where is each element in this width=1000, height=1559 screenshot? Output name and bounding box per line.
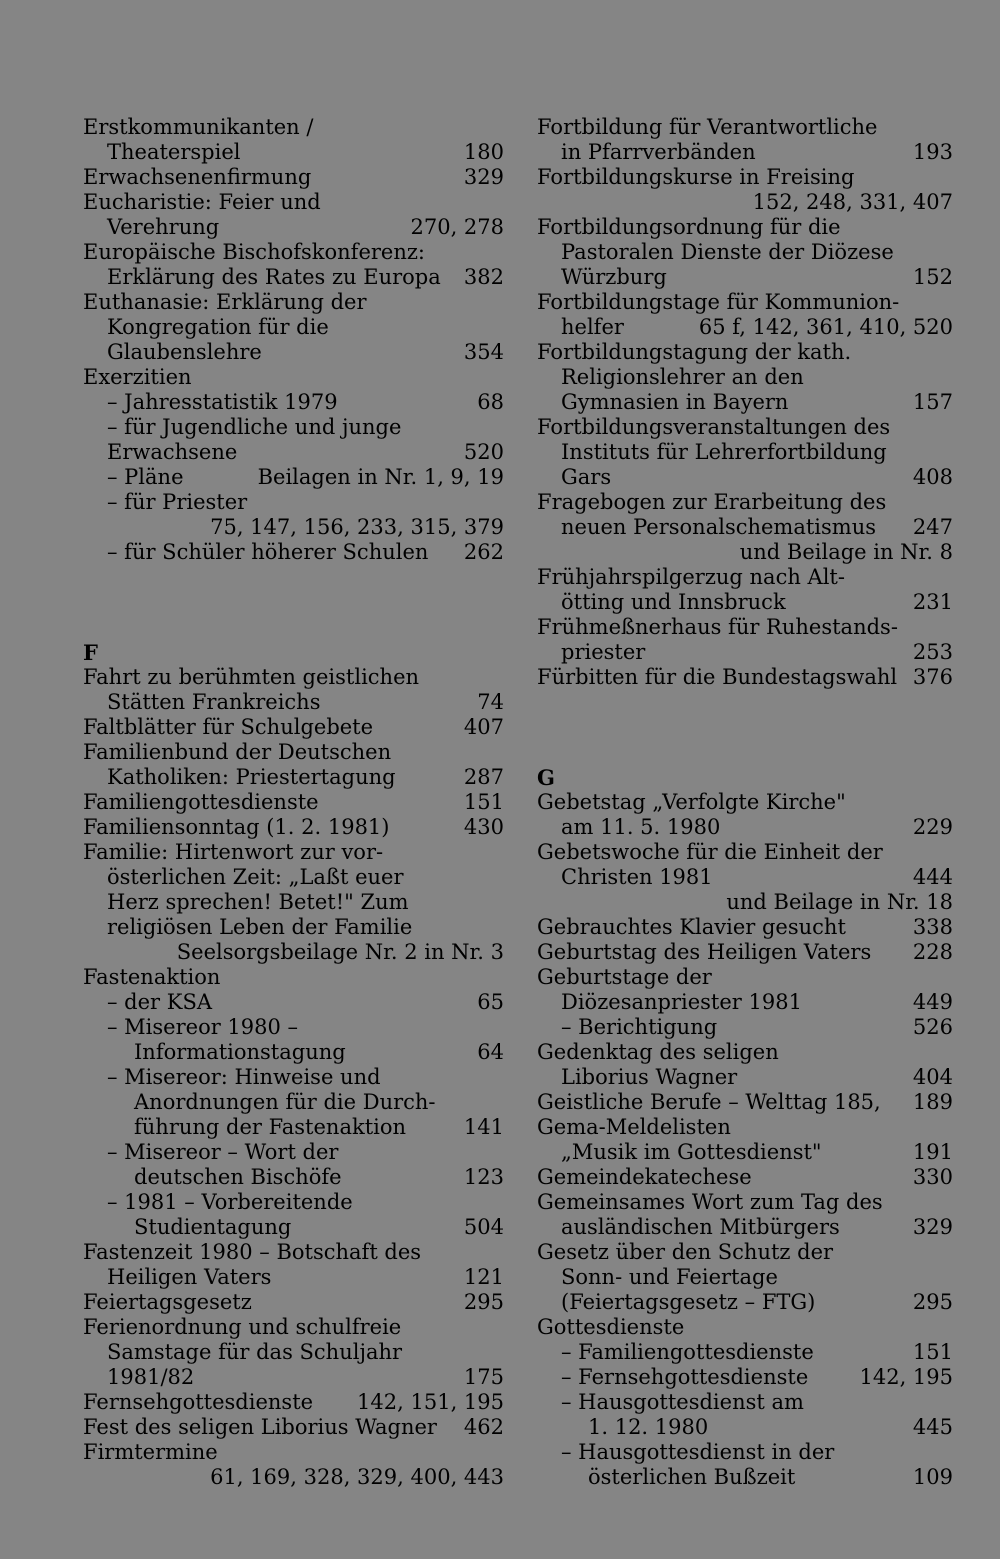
index-entry	[83, 1015, 504, 1040]
entry-text: am 11. 5. 1980	[561, 815, 721, 839]
entry-text: Familienbund der Deutschen	[83, 740, 392, 764]
entry-text: Pastoralen Dienste der Diözese	[561, 240, 894, 264]
entry-page-ref: 180	[463, 140, 504, 164]
index-entry	[83, 1415, 504, 1440]
index-entry	[83, 465, 504, 490]
index-entry	[83, 165, 504, 190]
entry-text: Frühmeßnerhaus für Ruhestands-	[537, 615, 898, 639]
entry-page-ref: 247	[912, 515, 953, 539]
index-entry	[83, 190, 504, 215]
index-entry	[83, 390, 504, 415]
entry-text: führung der Fastenaktion	[134, 1115, 407, 1139]
entry-page-ref: 295	[912, 1290, 953, 1314]
index-entry	[83, 1040, 504, 1065]
entry-text: – Misereor: Hinweise und	[107, 1065, 381, 1089]
index-entry	[537, 665, 953, 690]
index-entry	[83, 765, 504, 790]
index-entry	[83, 865, 504, 890]
entry-text: Gymnasien in Bayern	[561, 390, 789, 414]
index-entry	[83, 240, 504, 265]
entry-text: Faltblätter für Schulgebete	[83, 715, 374, 739]
entry-page-ref: 157	[912, 390, 953, 414]
entry-text: 1. 12. 1980	[588, 1415, 709, 1439]
entry-text: Fest des seligen Liborius Wagner	[83, 1415, 437, 1439]
entry-page-ref: 462	[463, 1415, 504, 1439]
entry-text: Glaubenslehre	[107, 340, 262, 364]
index-entry	[537, 465, 953, 490]
entry-text: „Musik im Gottesdienst"	[561, 1140, 822, 1164]
index-entry	[537, 1390, 953, 1415]
index-entry	[537, 940, 953, 965]
entry-page-ref: 151	[912, 1340, 953, 1364]
index-entry	[83, 1140, 504, 1165]
entry-text: Verehrung	[107, 215, 220, 239]
entry-page-ref: 61, 169, 328, 329, 400, 443	[210, 1465, 504, 1489]
entry-text: – Pläne	[107, 465, 184, 489]
entry-text: neuen Personalschematismus	[561, 515, 877, 539]
entry-page-ref: 262	[463, 540, 504, 564]
index-entry	[537, 965, 953, 990]
entry-page-ref: 407	[463, 715, 504, 739]
index-entry	[83, 1065, 504, 1090]
index-entry	[83, 1440, 504, 1465]
index-entry	[83, 1115, 504, 1140]
entry-page-ref: 449	[912, 990, 953, 1014]
index-entry	[537, 1190, 953, 1215]
index-entry	[83, 1190, 504, 1215]
entry-page-ref: 123	[463, 1165, 504, 1189]
index-entry	[83, 1165, 504, 1190]
entry-text: Familiensonntag (1. 2. 1981)	[83, 815, 390, 839]
entry-text: – Misereor 1980 –	[107, 1015, 299, 1039]
entry-text: Eucharistie: Feier und	[83, 190, 321, 214]
section-gap	[83, 565, 504, 590]
index-entry	[537, 1090, 953, 1115]
index-entry	[537, 490, 953, 515]
index-entry	[537, 290, 953, 315]
index-entry	[83, 415, 504, 440]
index-entry	[537, 1365, 953, 1390]
entry-page-ref: 65	[477, 990, 504, 1014]
entry-page-ref: 382	[463, 265, 504, 289]
entry-text: – für Jugendliche und junge	[107, 415, 402, 439]
index-entry	[83, 1390, 504, 1415]
entry-text: Diözesanpriester 1981	[561, 990, 802, 1014]
entry-text: – 1981 – Vorbereitende	[107, 1190, 353, 1214]
index-entry	[83, 340, 504, 365]
index-entry	[83, 1365, 504, 1390]
entry-text: Familiengottesdienste	[83, 790, 319, 814]
entry-page-ref: und Beilage in Nr. 8	[739, 540, 953, 564]
entry-text: Erklärung des Rates zu Europa	[107, 265, 441, 289]
entry-text: Fürbitten für die Bundestagswahl	[537, 665, 898, 689]
entry-text: Gema-Meldelisten	[537, 1115, 731, 1139]
index-entry	[537, 1015, 953, 1040]
entry-text: Religionslehrer an den	[561, 365, 804, 389]
index-entry	[83, 815, 504, 840]
index-entry	[83, 265, 504, 290]
entry-text: Frühjahrspilgerzug nach Alt-	[537, 565, 845, 589]
section-gap	[83, 615, 504, 640]
index-entry	[537, 365, 953, 390]
entry-page-ref: 329	[912, 1215, 953, 1239]
index-entry	[537, 415, 953, 440]
entry-text: Firmtermine	[83, 1440, 218, 1464]
index-entry	[537, 1315, 953, 1340]
entry-page-ref: 75, 147, 156, 233, 315, 379	[210, 515, 504, 539]
index-entry	[537, 1290, 953, 1315]
entry-text: – Misereor – Wort der	[107, 1140, 339, 1164]
index-entry	[537, 590, 953, 615]
entry-page-ref: 354	[463, 340, 504, 364]
entry-page-ref: 430	[463, 815, 504, 839]
section-letter	[537, 765, 953, 790]
entry-page-ref: 151	[463, 790, 504, 814]
index-entry	[537, 1040, 953, 1065]
index-entry	[537, 915, 953, 940]
index-entry	[83, 840, 504, 865]
index-entry	[83, 940, 504, 965]
index-entry	[537, 1465, 953, 1490]
entry-text: Gars	[561, 465, 612, 489]
entry-text: Erstkommunikanten /	[83, 115, 314, 139]
entry-text: Sonn- und Feiertage	[561, 1265, 778, 1289]
entry-text: österlichen Zeit: „Laßt euer	[107, 865, 404, 889]
section-gap	[537, 715, 953, 740]
index-entry	[83, 790, 504, 815]
entry-text: Feiertagsgesetz	[83, 1290, 252, 1314]
entry-text: Studientagung	[134, 1215, 292, 1239]
entry-page-ref: 193	[912, 140, 953, 164]
index-entry	[537, 190, 953, 215]
entry-page-ref: 141	[463, 1115, 504, 1139]
index-entry	[537, 240, 953, 265]
entry-text: Ferienordnung und schulfreie	[83, 1315, 402, 1339]
entry-page-ref: 338	[912, 915, 953, 939]
entry-text: Geburtstag des Heiligen Vaters	[537, 940, 872, 964]
entry-page-ref: 191	[912, 1140, 953, 1164]
entry-page-ref: 330	[912, 1165, 953, 1189]
entry-text: F	[83, 640, 98, 665]
index-entry	[83, 890, 504, 915]
entry-text: Erwachsenenfirmung	[83, 165, 312, 189]
entry-text: Stätten Frankreichs	[107, 690, 321, 714]
entry-text: Fernsehgottesdienste	[83, 1390, 314, 1414]
index-entry	[537, 1265, 953, 1290]
index-entry	[83, 1240, 504, 1265]
index-entry	[537, 340, 953, 365]
entry-page-ref: 329	[463, 165, 504, 189]
entry-text: Gedenktag des seligen	[537, 1040, 779, 1064]
index-column-left	[83, 115, 504, 1490]
entry-page-ref: 408	[912, 465, 953, 489]
index-entry	[83, 690, 504, 715]
entry-text: Fortbildung für Verantwortliche	[537, 115, 878, 139]
entry-text: – Jahresstatistik 1979	[107, 390, 338, 414]
entry-text: – Fernsehgottesdienste	[561, 1365, 809, 1389]
section-gap	[537, 690, 953, 715]
index-entry	[83, 740, 504, 765]
entry-page-ref: 65 f, 142, 361, 410, 520	[698, 315, 953, 339]
entry-page-ref: 68	[477, 390, 504, 414]
entry-text: Gottesdienste	[537, 1315, 685, 1339]
index-entry	[83, 965, 504, 990]
index-entry	[537, 1115, 953, 1140]
entry-page-ref: 152	[912, 265, 953, 289]
entry-page-ref: 189	[912, 1090, 953, 1114]
entry-text: – Familiengottesdienste	[561, 1340, 814, 1364]
index-entry	[83, 365, 504, 390]
entry-text: Fortbildungstage für Kommunion-	[537, 290, 900, 314]
entry-text: Europäische Bischofskonferenz:	[83, 240, 426, 264]
entry-text: – Berichtigung	[561, 1015, 718, 1039]
entry-text: Liborius Wagner	[561, 1065, 738, 1089]
index-entry	[83, 1290, 504, 1315]
index-entry	[83, 1215, 504, 1240]
index-entry	[83, 515, 504, 540]
index-entry	[537, 815, 953, 840]
entry-text: Familie: Hirtenwort zur vor-	[83, 840, 384, 864]
entry-text: Fortbildungstagung der kath.	[537, 340, 852, 364]
entry-text: priester	[561, 640, 646, 664]
index-entry	[83, 915, 504, 940]
entry-text: – für Schüler höherer Schulen	[107, 540, 429, 564]
entry-page-ref: 520	[463, 440, 504, 464]
index-column-right	[537, 115, 953, 1490]
index-entry	[83, 540, 504, 565]
entry-text: – Hausgottesdienst am	[561, 1390, 804, 1414]
index-entry	[83, 715, 504, 740]
entry-text: Katholiken: Priestertagung	[107, 765, 396, 789]
entry-text: – der KSA	[107, 990, 212, 1014]
index-entry	[537, 890, 953, 915]
entry-page-ref: 270, 278	[410, 215, 504, 239]
entry-page-ref: 526	[912, 1015, 953, 1039]
index-entry	[537, 640, 953, 665]
entry-page-ref: 109	[912, 1465, 953, 1489]
entry-text: Informationstagung	[134, 1040, 346, 1064]
index-entry	[537, 515, 953, 540]
index-entry	[537, 115, 953, 140]
entry-text: Instituts für Lehrerfortbildung	[561, 440, 887, 464]
entry-text: Erwachsene	[107, 440, 238, 464]
index-entry	[537, 565, 953, 590]
index-entry	[537, 440, 953, 465]
index-entry	[537, 865, 953, 890]
index-entry	[537, 315, 953, 340]
entry-page-ref: 231	[912, 590, 953, 614]
entry-page-ref: Seelsorgsbeilage Nr. 2 in Nr. 3	[176, 940, 504, 964]
entry-text: Fahrt zu berühmten geistlichen	[83, 665, 420, 689]
entry-text: Euthanasie: Erklärung der	[83, 290, 367, 314]
entry-text: Geistliche Berufe – Welttag 185,	[537, 1090, 881, 1114]
index-entry	[83, 1090, 504, 1115]
entry-page-ref: 229	[912, 815, 953, 839]
index-entry	[83, 290, 504, 315]
entry-text: Gebrauchtes Klavier gesucht	[537, 915, 846, 939]
index-entry	[537, 615, 953, 640]
entry-text: deutschen Bischöfe	[134, 1165, 342, 1189]
entry-text: (Feiertagsgesetz – FTG)	[561, 1290, 816, 1314]
section-gap	[537, 740, 953, 765]
entry-page-ref: 228	[912, 940, 953, 964]
entry-text: – für Priester	[107, 490, 248, 514]
entry-text: Gebetswoche für die Einheit der	[537, 840, 883, 864]
index-entry	[83, 1340, 504, 1365]
index-entry	[83, 490, 504, 515]
entry-page-ref: 295	[463, 1290, 504, 1314]
index-entry	[537, 790, 953, 815]
entry-page-ref: und Beilage in Nr. 18	[726, 890, 953, 914]
entry-text: helfer	[561, 315, 624, 339]
entry-text: – Hausgottesdienst in der	[561, 1440, 835, 1464]
index-entry	[537, 1140, 953, 1165]
entry-text: Samstage für das Schuljahr	[107, 1340, 403, 1364]
index-entry	[537, 990, 953, 1015]
entry-page-ref: 142, 151, 195	[357, 1390, 504, 1414]
index-entry	[83, 990, 504, 1015]
entry-page-ref: 142, 195	[859, 1365, 953, 1389]
entry-page-ref: 504	[463, 1215, 504, 1239]
entry-text: in Pfarrverbänden	[561, 140, 756, 164]
entry-text: Kongregation für die	[107, 315, 329, 339]
entry-page-ref: 445	[912, 1415, 953, 1439]
section-letter	[83, 640, 504, 665]
index-entry	[537, 165, 953, 190]
entry-text: G	[537, 765, 555, 790]
index-entry	[537, 1240, 953, 1265]
entry-text: Anordnungen für die Durch-	[134, 1090, 436, 1114]
index-entry	[537, 1415, 953, 1440]
index-entry	[537, 1165, 953, 1190]
index-entry	[537, 140, 953, 165]
entry-page-ref: 74	[477, 690, 504, 714]
section-gap	[83, 590, 504, 615]
entry-page-ref: 444	[912, 865, 953, 889]
index-entry	[83, 1315, 504, 1340]
entry-text: Gebetstag „Verfolgte Kirche"	[537, 790, 846, 814]
entry-text: Fastenzeit 1980 – Botschaft des	[83, 1240, 422, 1264]
index-entry	[537, 540, 953, 565]
index-entry	[83, 115, 504, 140]
entry-text: Gesetz über den Schutz der	[537, 1240, 834, 1264]
entry-page-ref: 152, 248, 331, 407	[752, 190, 953, 214]
entry-text: Fortbildungsordnung für die	[537, 215, 841, 239]
entry-text: Heiligen Vaters	[107, 1265, 272, 1289]
index-entry	[537, 1440, 953, 1465]
index-entry	[83, 140, 504, 165]
entry-page-ref: 404	[912, 1065, 953, 1089]
index-entry	[83, 665, 504, 690]
index-entry	[83, 315, 504, 340]
entry-text: Würzburg	[561, 265, 667, 289]
entry-text: Fortbildungskurse in Freising	[537, 165, 855, 189]
index-entry	[537, 265, 953, 290]
entry-text: Gemeinsames Wort zum Tag des	[537, 1190, 883, 1214]
entry-text: Gemeindekatechese	[537, 1165, 752, 1189]
entry-text: Fragebogen zur Erarbeitung des	[537, 490, 887, 514]
entry-text: österlichen Bußzeit	[588, 1465, 796, 1489]
index-entry	[537, 390, 953, 415]
entry-text: ötting und Innsbruck	[561, 590, 786, 614]
entry-page-ref: 376	[912, 665, 953, 689]
entry-text: Exerzitien	[83, 365, 192, 389]
entry-text: Fastenaktion	[83, 965, 221, 989]
entry-text: religiösen Leben der Familie	[107, 915, 413, 939]
index-entry	[537, 1065, 953, 1090]
index-entry	[83, 440, 504, 465]
entry-page-ref: 64	[477, 1040, 504, 1064]
index-entry	[537, 1340, 953, 1365]
entry-text: Theaterspiel	[107, 140, 241, 164]
index-entry	[537, 840, 953, 865]
index-entry	[537, 215, 953, 240]
entry-page-ref: 253	[912, 640, 953, 664]
entry-text: Fortbildungsveranstaltungen des	[537, 415, 891, 439]
entry-text: Herz sprechen! Betet!" Zum	[107, 890, 409, 914]
entry-page-ref: 175	[463, 1365, 504, 1389]
entry-page-ref: 287	[463, 765, 504, 789]
entry-text: ausländischen Mitbürgers	[561, 1215, 840, 1239]
entry-text: Geburtstage der	[537, 965, 712, 989]
index-entry	[83, 215, 504, 240]
entry-page-ref: 121	[463, 1265, 504, 1289]
index-entry	[83, 1265, 504, 1290]
index-entry	[537, 1215, 953, 1240]
entry-text: 1981/82	[107, 1365, 195, 1389]
index-entry	[83, 1465, 504, 1490]
entry-text: Christen 1981	[561, 865, 713, 889]
entry-page-ref: Beilagen in Nr. 1, 9, 19	[257, 465, 504, 489]
